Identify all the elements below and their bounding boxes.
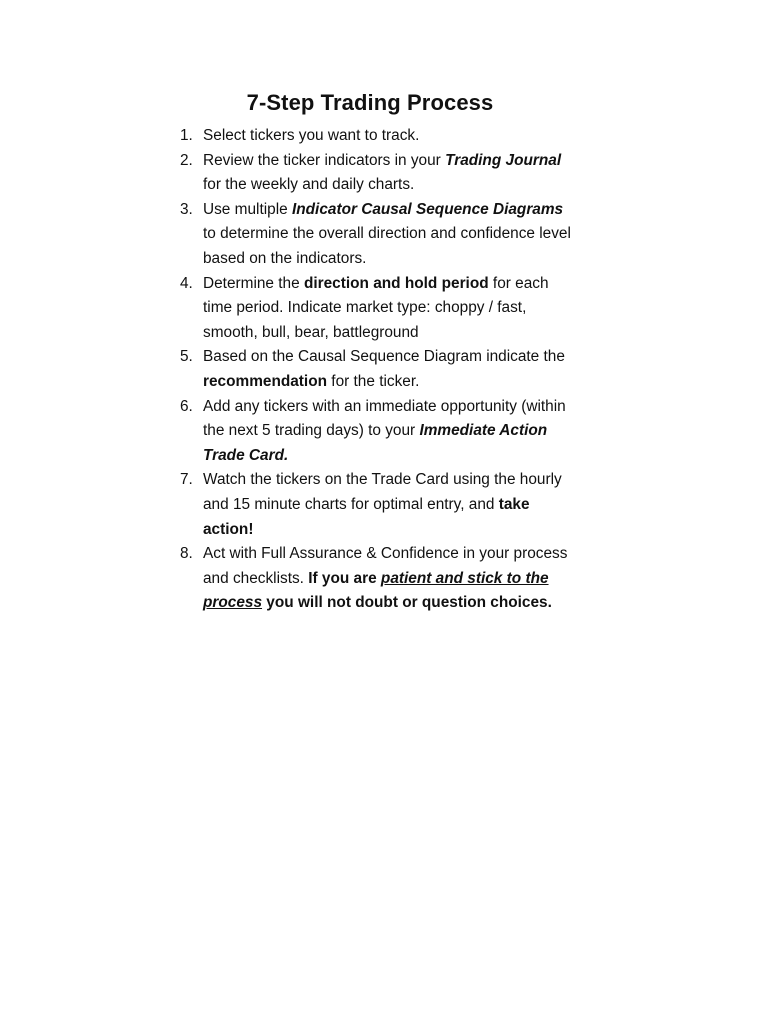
step-text-segment: you will not doubt or question choices. <box>262 594 552 612</box>
step-number: 1. <box>180 127 193 144</box>
page-title: 7-Step Trading Process <box>246 90 494 115</box>
step-text <box>203 275 549 341</box>
step-text-segment: Use multiple <box>203 200 292 218</box>
step-text-segment: for the ticker. <box>327 372 420 390</box>
step-text-segment: direction and hold period <box>303 274 489 292</box>
step-item <box>180 345 580 394</box>
step-text-segment: Determine the <box>203 274 304 292</box>
step-number: 4. <box>180 274 193 292</box>
step-number: 8. <box>180 545 193 563</box>
step-text <box>203 127 419 144</box>
step-number: 3. <box>180 200 193 218</box>
step-item <box>180 149 580 198</box>
step-text-segment: If you are <box>308 569 381 587</box>
step-text-segment: for each time period. Indicate market type: choppy / fast, smooth, bull, bear, battleground <box>203 274 549 341</box>
step-item <box>180 395 580 469</box>
step-text-segment: Review the ticker indicators in your <box>203 151 446 169</box>
step-item <box>180 542 580 616</box>
step-text-segment: Select tickers you want to track. <box>203 127 420 144</box>
step-text-segment: Add any tickers with an immediate opportunity (within the next 5 trading days) to your <box>203 397 566 440</box>
step-text-segment: Indicator Causal Sequence Diagrams <box>291 200 564 218</box>
step-item <box>180 468 580 542</box>
step-text-segment: recommendation <box>203 372 328 390</box>
step-number: 6. <box>180 397 193 415</box>
step-text-segment: for the weekly and daily charts. <box>203 176 415 194</box>
step-text <box>203 471 562 537</box>
step-number: 5. <box>180 348 193 366</box>
step-text-segment: Act with Full Assurance & Confidence in your process and checklists. <box>203 545 568 587</box>
step-text <box>203 152 561 194</box>
steps-list <box>180 124 580 616</box>
step-text-segment: Based on the Causal Sequence Diagram indicate the <box>203 348 565 366</box>
step-text <box>203 348 565 390</box>
step-text-segment: to determine the overall direction and confidence level based on the indicators. <box>203 225 571 267</box>
step-text-segment: Immediate Action Trade Card. <box>203 422 548 464</box>
step-number: 2. <box>180 151 193 169</box>
step-text <box>203 201 571 267</box>
step-text-segment: patient and stick to the process <box>203 569 549 612</box>
step-text-segment: Watch the tickers on the Trade Card using the hourly and 15 minute charts for optimal entry, and <box>203 471 562 513</box>
step-text-segment: take action! <box>203 495 530 538</box>
step-text-segment: Trading Journal <box>445 151 562 169</box>
step-item <box>180 272 580 346</box>
step-item <box>180 124 580 149</box>
step-text <box>203 545 567 611</box>
step-item <box>180 198 580 272</box>
step-number: 7. <box>180 471 193 489</box>
step-text <box>203 398 566 464</box>
